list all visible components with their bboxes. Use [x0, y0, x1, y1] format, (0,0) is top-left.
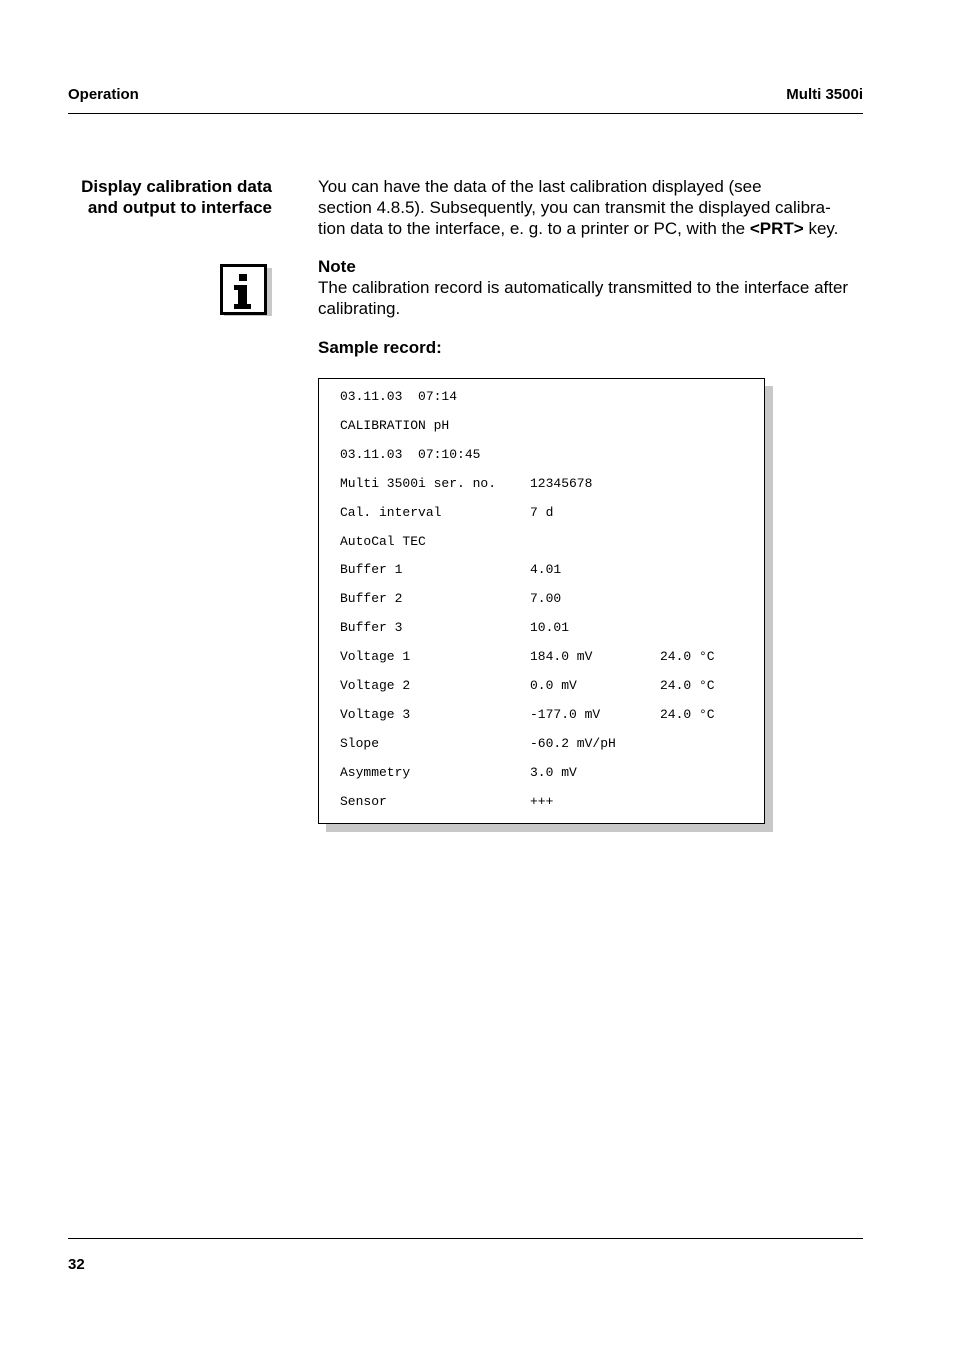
running-header-section: Operation: [68, 86, 139, 103]
record-row: [319, 589, 764, 609]
record-cell: -60.2 mV/pH: [530, 735, 616, 751]
intro-line: [318, 218, 863, 239]
side-heading-line: Display calibration data: [81, 177, 272, 196]
side-heading-line: and output to interface: [87, 198, 272, 217]
record-row: [319, 445, 764, 465]
record-cell: Cal. interval: [340, 504, 442, 520]
header-rule: [68, 113, 863, 114]
record-cell: 3.0 mV: [530, 764, 577, 780]
record-cell: 24.0 °C: [660, 678, 715, 693]
record-cell: Asymmetry: [340, 764, 411, 780]
record-row: [319, 474, 764, 494]
record-cell: Multi 3500i ser. no.: [340, 475, 497, 491]
record-row: [319, 532, 764, 552]
record-cell: Voltage 1: [340, 649, 411, 665]
record-cell: Voltage 3: [340, 706, 411, 722]
record-cell: 7 d: [530, 504, 554, 520]
record-cell: Sensor: [340, 793, 387, 809]
record-cell: AutoCal TEC: [340, 533, 426, 549]
note-line: The calibration record is automatically transmitted to the interface after: [318, 278, 849, 297]
prt-key-label: <PRT>: [749, 219, 804, 238]
record-cell: 4.01: [530, 562, 562, 578]
record-row: [319, 676, 764, 696]
record-row: [319, 705, 764, 725]
record-cell: -177.0 mV: [530, 706, 601, 722]
sample-record-title: Sample record:: [318, 338, 442, 357]
note-title: Note: [318, 257, 356, 276]
sample-record-box: [318, 378, 765, 824]
record-cell: Slope: [340, 735, 380, 751]
record-cell: 10.01: [530, 620, 570, 636]
footer-rule: [68, 1238, 863, 1239]
record-cell: 0.0 mV: [530, 678, 577, 693]
side-heading: [60, 176, 272, 218]
intro-text: key.: [803, 219, 839, 238]
record-row: [319, 387, 764, 407]
intro-text: tion data to the interface, e. g. to a printer or PC, with the: [318, 219, 750, 238]
info-icon: [220, 264, 272, 316]
record-cell: CALIBRATION pH: [340, 417, 450, 433]
record-cell: Voltage 2: [340, 678, 411, 693]
record-cell: 12345678: [530, 475, 593, 491]
record-cell: 24.0 °C: [660, 649, 715, 665]
record-row: [319, 647, 764, 667]
record-row: [319, 792, 764, 812]
record-cell: 7.00: [530, 591, 562, 607]
record-cell: 03.11.03 07:14: [340, 389, 458, 404]
note-line: calibrating.: [318, 299, 401, 318]
intro-line: You can have the data of the last calibration displayed (see: [318, 177, 762, 196]
running-header-product: Multi 3500i: [786, 86, 863, 103]
page-number: 32: [68, 1256, 85, 1273]
record-cell: Buffer 2: [340, 591, 403, 607]
record-cell: 24.0 °C: [660, 706, 715, 722]
record-row: [319, 734, 764, 754]
record-cell: Buffer 3: [340, 620, 403, 636]
record-row: [319, 503, 764, 523]
intro-line: section 4.8.5). Subsequently, you can transmit the displayed calibra-: [318, 198, 831, 217]
record-cell: 03.11.03 07:10:45: [340, 446, 481, 462]
intro-paragraph: [318, 176, 863, 239]
record-cell: Buffer 1: [340, 562, 403, 578]
record-cell: 184.0 mV: [530, 649, 593, 665]
record-row: [319, 618, 764, 638]
record-cell: +++: [530, 793, 554, 809]
note-body: [318, 277, 863, 319]
record-row: [319, 416, 764, 436]
record-row: [319, 560, 764, 580]
record-row: [319, 763, 764, 783]
